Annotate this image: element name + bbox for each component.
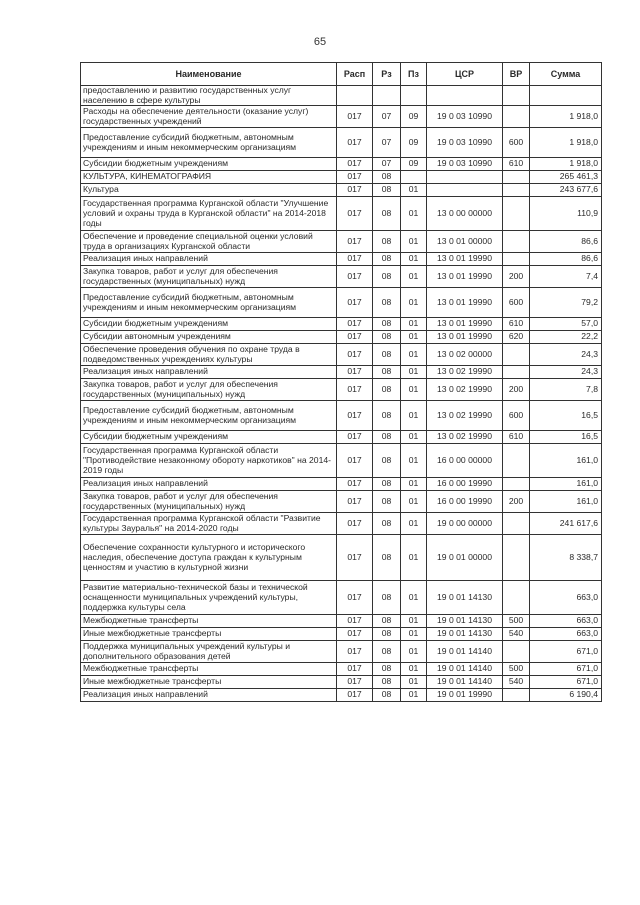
- cell-rz: 08: [373, 535, 401, 581]
- cell-pz: 01: [401, 478, 427, 491]
- cell-rasp: 017: [337, 641, 373, 663]
- cell-csr: 19 0 01 14130: [427, 615, 503, 628]
- cell-rz: 08: [373, 513, 401, 535]
- cell-pz: 01: [401, 344, 427, 366]
- cell-sum: 6 190,4: [530, 689, 602, 702]
- cell-rasp: 017: [337, 615, 373, 628]
- cell-pz: 01: [401, 253, 427, 266]
- cell-pz: 01: [401, 513, 427, 535]
- cell-rasp: 017: [337, 344, 373, 366]
- cell-pz: 01: [401, 197, 427, 231]
- cell-pz: 01: [401, 444, 427, 478]
- cell-pz: 01: [401, 266, 427, 288]
- cell-name: Реализация иных направлений: [81, 366, 337, 379]
- cell-vr: [503, 689, 530, 702]
- table-row: [81, 689, 602, 702]
- cell-sum: 24,3: [530, 366, 602, 379]
- table-row: [81, 288, 602, 318]
- cell-vr: 500: [503, 663, 530, 676]
- cell-name: Закупка товаров, работ и услуг для обеспечения государственных (муниципальных) нужд: [81, 491, 337, 513]
- cell-name: Межбюджетные трансферты: [81, 663, 337, 676]
- cell-sum: 7,4: [530, 266, 602, 288]
- cell-rasp: 017: [337, 171, 373, 184]
- cell-rasp: 017: [337, 491, 373, 513]
- cell-pz: 01: [401, 366, 427, 379]
- cell-name: Развитие материально-технической базы и технической оснащенности муниципальных учреждений культуры, поддержка культуры села: [81, 581, 337, 615]
- cell-csr: 13 0 02 19990: [427, 366, 503, 379]
- cell-rz: 08: [373, 641, 401, 663]
- cell-name: Государственная программа Курганской области "Развитие культуры Зауралья" на 2014-2020 годы: [81, 513, 337, 535]
- cell-vr: [503, 444, 530, 478]
- cell-rz: 08: [373, 231, 401, 253]
- cell-vr: [503, 513, 530, 535]
- table-row: [81, 86, 602, 106]
- cell-rz: 08: [373, 663, 401, 676]
- cell-csr: 16 0 00 00000: [427, 444, 503, 478]
- cell-rasp: 017: [337, 689, 373, 702]
- cell-name: Предоставление субсидий бюджетным, автономным учреждениям и иным некоммерческим организациям: [81, 288, 337, 318]
- cell-csr: 13 0 01 19990: [427, 318, 503, 331]
- cell-vr: [503, 106, 530, 128]
- cell-vr: 600: [503, 401, 530, 431]
- cell-name: Закупка товаров, работ и услуг для обеспечения государственных (муниципальных) нужд: [81, 266, 337, 288]
- cell-vr: 540: [503, 676, 530, 689]
- cell-vr: 540: [503, 628, 530, 641]
- cell-sum: 86,6: [530, 253, 602, 266]
- cell-rasp: 017: [337, 379, 373, 401]
- cell-name: Обеспечение проведения обучения по охране труда в подведомственных учреждениях культуры: [81, 344, 337, 366]
- cell-vr: 610: [503, 431, 530, 444]
- cell-name: Расходы на обеспечение деятельности (оказание услуг) государственных учреждений: [81, 106, 337, 128]
- cell-rasp: 017: [337, 106, 373, 128]
- cell-csr: 13 0 02 19990: [427, 379, 503, 401]
- table-row: [81, 344, 602, 366]
- cell-name: Субсидии бюджетным учреждениям: [81, 431, 337, 444]
- cell-vr: [503, 641, 530, 663]
- cell-rasp: 017: [337, 628, 373, 641]
- table-row: [81, 266, 602, 288]
- cell-rasp: 017: [337, 663, 373, 676]
- table-row: [81, 231, 602, 253]
- cell-name: Субсидии автономным учреждениям: [81, 331, 337, 344]
- cell-rz: 07: [373, 158, 401, 171]
- cell-pz: 01: [401, 184, 427, 197]
- header-sum: Сумма: [530, 63, 602, 86]
- cell-vr: 610: [503, 318, 530, 331]
- cell-vr: 620: [503, 331, 530, 344]
- cell-rasp: 017: [337, 676, 373, 689]
- cell-name: Реализация иных направлений: [81, 689, 337, 702]
- cell-rz: 08: [373, 266, 401, 288]
- cell-sum: 241 617,6: [530, 513, 602, 535]
- cell-sum: 8 338,7: [530, 535, 602, 581]
- cell-rasp: 017: [337, 444, 373, 478]
- cell-name: Государственная программа Курганской области "Противодействие незаконному обороту наркотиков" на 2014-2019 годы: [81, 444, 337, 478]
- cell-pz: 09: [401, 158, 427, 171]
- cell-name: Закупка товаров, работ и услуг для обеспечения государственных (муниципальных) нужд: [81, 379, 337, 401]
- cell-rasp: 017: [337, 184, 373, 197]
- table-body: [81, 86, 602, 702]
- cell-name: Реализация иных направлений: [81, 253, 337, 266]
- cell-csr: 19 0 01 14130: [427, 628, 503, 641]
- cell-vr: [503, 366, 530, 379]
- cell-rasp: 017: [337, 231, 373, 253]
- cell-csr: 13 0 02 19990: [427, 401, 503, 431]
- cell-vr: [503, 478, 530, 491]
- table-row: [81, 513, 602, 535]
- table-row: [81, 478, 602, 491]
- cell-name: Субсидии бюджетным учреждениям: [81, 318, 337, 331]
- cell-pz: 01: [401, 491, 427, 513]
- cell-sum: 161,0: [530, 444, 602, 478]
- cell-rz: 08: [373, 401, 401, 431]
- cell-name: Реализация иных направлений: [81, 478, 337, 491]
- cell-rz: 08: [373, 366, 401, 379]
- cell-sum: 161,0: [530, 478, 602, 491]
- table-row: [81, 491, 602, 513]
- cell-csr: 13 0 01 00000: [427, 231, 503, 253]
- budget-table: [80, 62, 602, 702]
- cell-sum: 110,9: [530, 197, 602, 231]
- cell-pz: 01: [401, 581, 427, 615]
- cell-sum: 57,0: [530, 318, 602, 331]
- cell-pz: 01: [401, 331, 427, 344]
- table-row: [81, 431, 602, 444]
- cell-sum: 16,5: [530, 401, 602, 431]
- cell-pz: 01: [401, 431, 427, 444]
- cell-rasp: 017: [337, 253, 373, 266]
- cell-csr: 16 0 00 19990: [427, 478, 503, 491]
- cell-rasp: 017: [337, 128, 373, 158]
- table-row: [81, 535, 602, 581]
- cell-csr: 19 0 01 14140: [427, 641, 503, 663]
- cell-csr: 13 0 01 19990: [427, 266, 503, 288]
- cell-rz: 08: [373, 491, 401, 513]
- cell-rasp: 017: [337, 288, 373, 318]
- cell-rasp: 017: [337, 158, 373, 171]
- cell-vr: [503, 344, 530, 366]
- cell-csr: 19 0 03 10990: [427, 106, 503, 128]
- cell-rz: 08: [373, 253, 401, 266]
- cell-name: предоставлению и развитию государственных услуг населению в сфере культуры: [81, 86, 337, 106]
- cell-sum: 16,5: [530, 431, 602, 444]
- header-name: Наименование: [81, 63, 337, 86]
- table-row: [81, 615, 602, 628]
- cell-rz: 08: [373, 628, 401, 641]
- cell-csr: 13 0 01 19990: [427, 288, 503, 318]
- cell-sum: 161,0: [530, 491, 602, 513]
- cell-sum: 663,0: [530, 615, 602, 628]
- cell-sum: 22,2: [530, 331, 602, 344]
- table-row: [81, 171, 602, 184]
- table-row: [81, 379, 602, 401]
- table-row: [81, 581, 602, 615]
- cell-rasp: 017: [337, 331, 373, 344]
- cell-name: Культура: [81, 184, 337, 197]
- cell-csr: 19 0 01 14140: [427, 676, 503, 689]
- cell-sum: 24,3: [530, 344, 602, 366]
- page-number: 65: [313, 36, 327, 48]
- cell-rasp: 017: [337, 513, 373, 535]
- header-vr: ВР: [503, 63, 530, 86]
- cell-csr: 19 0 01 00000: [427, 535, 503, 581]
- cell-rz: 08: [373, 379, 401, 401]
- cell-rz: 08: [373, 431, 401, 444]
- cell-rasp: 017: [337, 266, 373, 288]
- cell-pz: 09: [401, 106, 427, 128]
- cell-csr: 19 0 01 14130: [427, 581, 503, 615]
- cell-vr: [503, 184, 530, 197]
- cell-sum: 1 918,0: [530, 106, 602, 128]
- cell-vr: 200: [503, 266, 530, 288]
- cell-vr: 200: [503, 379, 530, 401]
- cell-sum: 86,6: [530, 231, 602, 253]
- cell-csr: 13 0 01 19990: [427, 253, 503, 266]
- cell-pz: 01: [401, 535, 427, 581]
- cell-rasp: 017: [337, 535, 373, 581]
- cell-rz: 08: [373, 318, 401, 331]
- cell-sum: 663,0: [530, 628, 602, 641]
- table-row: [81, 253, 602, 266]
- cell-pz: [401, 86, 427, 106]
- cell-vr: [503, 197, 530, 231]
- table-row: [81, 128, 602, 158]
- table-row: [81, 331, 602, 344]
- cell-pz: 01: [401, 615, 427, 628]
- cell-sum: 79,2: [530, 288, 602, 318]
- cell-name: Обеспечение и проведение специальной оценки условий труда в организациях Курганской области: [81, 231, 337, 253]
- cell-csr: 13 0 01 19990: [427, 331, 503, 344]
- header-rasp: Расп: [337, 63, 373, 86]
- cell-rz: 08: [373, 689, 401, 702]
- cell-pz: 01: [401, 689, 427, 702]
- cell-csr: 13 0 00 00000: [427, 197, 503, 231]
- cell-rz: 08: [373, 197, 401, 231]
- cell-rasp: 017: [337, 431, 373, 444]
- cell-csr: 19 0 01 14140: [427, 663, 503, 676]
- cell-rasp: 017: [337, 197, 373, 231]
- cell-sum: [530, 86, 602, 106]
- header-csr: ЦСР: [427, 63, 503, 86]
- cell-name: Иные межбюджетные трансферты: [81, 676, 337, 689]
- cell-vr: 600: [503, 288, 530, 318]
- cell-csr: 19 0 01 19990: [427, 689, 503, 702]
- table-row: [81, 663, 602, 676]
- cell-name: Предоставление субсидий бюджетным, автономным учреждениям и иным некоммерческим организациям: [81, 128, 337, 158]
- table-row: [81, 641, 602, 663]
- cell-rz: 08: [373, 676, 401, 689]
- cell-vr: 600: [503, 128, 530, 158]
- cell-pz: 01: [401, 379, 427, 401]
- cell-rz: 08: [373, 581, 401, 615]
- cell-csr: 16 0 00 19990: [427, 491, 503, 513]
- cell-vr: 500: [503, 615, 530, 628]
- table-row: [81, 444, 602, 478]
- cell-name: Иные межбюджетные трансферты: [81, 628, 337, 641]
- cell-name: КУЛЬТУРА, КИНЕМАТОГРАФИЯ: [81, 171, 337, 184]
- cell-pz: 01: [401, 318, 427, 331]
- table-row: [81, 366, 602, 379]
- cell-pz: 01: [401, 231, 427, 253]
- cell-csr: [427, 184, 503, 197]
- cell-rz: 08: [373, 615, 401, 628]
- cell-name: Субсидии бюджетным учреждениям: [81, 158, 337, 171]
- table-row: [81, 197, 602, 231]
- cell-rasp: 017: [337, 581, 373, 615]
- cell-rz: 07: [373, 106, 401, 128]
- cell-sum: 1 918,0: [530, 128, 602, 158]
- table-row: [81, 158, 602, 171]
- cell-pz: 01: [401, 663, 427, 676]
- table-row: [81, 106, 602, 128]
- cell-csr: 19 0 03 10990: [427, 128, 503, 158]
- cell-rasp: 017: [337, 366, 373, 379]
- cell-vr: [503, 535, 530, 581]
- cell-sum: 671,0: [530, 663, 602, 676]
- cell-csr: [427, 171, 503, 184]
- cell-csr: 19 0 03 10990: [427, 158, 503, 171]
- cell-vr: [503, 253, 530, 266]
- cell-sum: 1 918,0: [530, 158, 602, 171]
- table-row: [81, 184, 602, 197]
- cell-sum: 663,0: [530, 581, 602, 615]
- cell-csr: 13 0 02 19990: [427, 431, 503, 444]
- cell-csr: 13 0 02 00000: [427, 344, 503, 366]
- cell-sum: 671,0: [530, 641, 602, 663]
- cell-pz: 01: [401, 288, 427, 318]
- cell-rz: [373, 86, 401, 106]
- cell-rz: 08: [373, 444, 401, 478]
- cell-vr: [503, 581, 530, 615]
- table-row: [81, 676, 602, 689]
- cell-rz: 08: [373, 344, 401, 366]
- table-row: [81, 401, 602, 431]
- cell-name: Государственная программа Курганской области "Улучшение условий и охраны труда в Курганской области" на 2014-2018 годы: [81, 197, 337, 231]
- cell-vr: 610: [503, 158, 530, 171]
- cell-rasp: [337, 86, 373, 106]
- cell-rasp: 017: [337, 401, 373, 431]
- header-rz: Рз: [373, 63, 401, 86]
- cell-rz: 08: [373, 331, 401, 344]
- cell-name: Межбюджетные трансферты: [81, 615, 337, 628]
- cell-rz: 07: [373, 128, 401, 158]
- cell-rz: 08: [373, 288, 401, 318]
- cell-sum: 7,8: [530, 379, 602, 401]
- cell-name: Обеспечение сохранности культурного и исторического наследия, обеспечение доступа граждан к культурным ценностям и участию в культурной жизни: [81, 535, 337, 581]
- cell-name: Предоставление субсидий бюджетным, автономным учреждениям и иным некоммерческим организациям: [81, 401, 337, 431]
- cell-csr: [427, 86, 503, 106]
- cell-vr: [503, 86, 530, 106]
- cell-csr: 19 0 00 00000: [427, 513, 503, 535]
- cell-rz: 08: [373, 171, 401, 184]
- cell-vr: [503, 171, 530, 184]
- cell-vr: 200: [503, 491, 530, 513]
- cell-sum: 265 461,3: [530, 171, 602, 184]
- cell-pz: 01: [401, 401, 427, 431]
- table-header-row: [81, 63, 602, 86]
- cell-pz: [401, 171, 427, 184]
- cell-sum: 671,0: [530, 676, 602, 689]
- header-pz: Пз: [401, 63, 427, 86]
- table-row: [81, 628, 602, 641]
- cell-rasp: 017: [337, 478, 373, 491]
- cell-rz: 08: [373, 478, 401, 491]
- cell-rz: 08: [373, 184, 401, 197]
- cell-name: Поддержка муниципальных учреждений культуры и дополнительного образования детей: [81, 641, 337, 663]
- cell-pz: 09: [401, 128, 427, 158]
- cell-sum: 243 677,6: [530, 184, 602, 197]
- cell-pz: 01: [401, 641, 427, 663]
- cell-rasp: 017: [337, 318, 373, 331]
- cell-pz: 01: [401, 628, 427, 641]
- cell-pz: 01: [401, 676, 427, 689]
- cell-vr: [503, 231, 530, 253]
- table-row: [81, 318, 602, 331]
